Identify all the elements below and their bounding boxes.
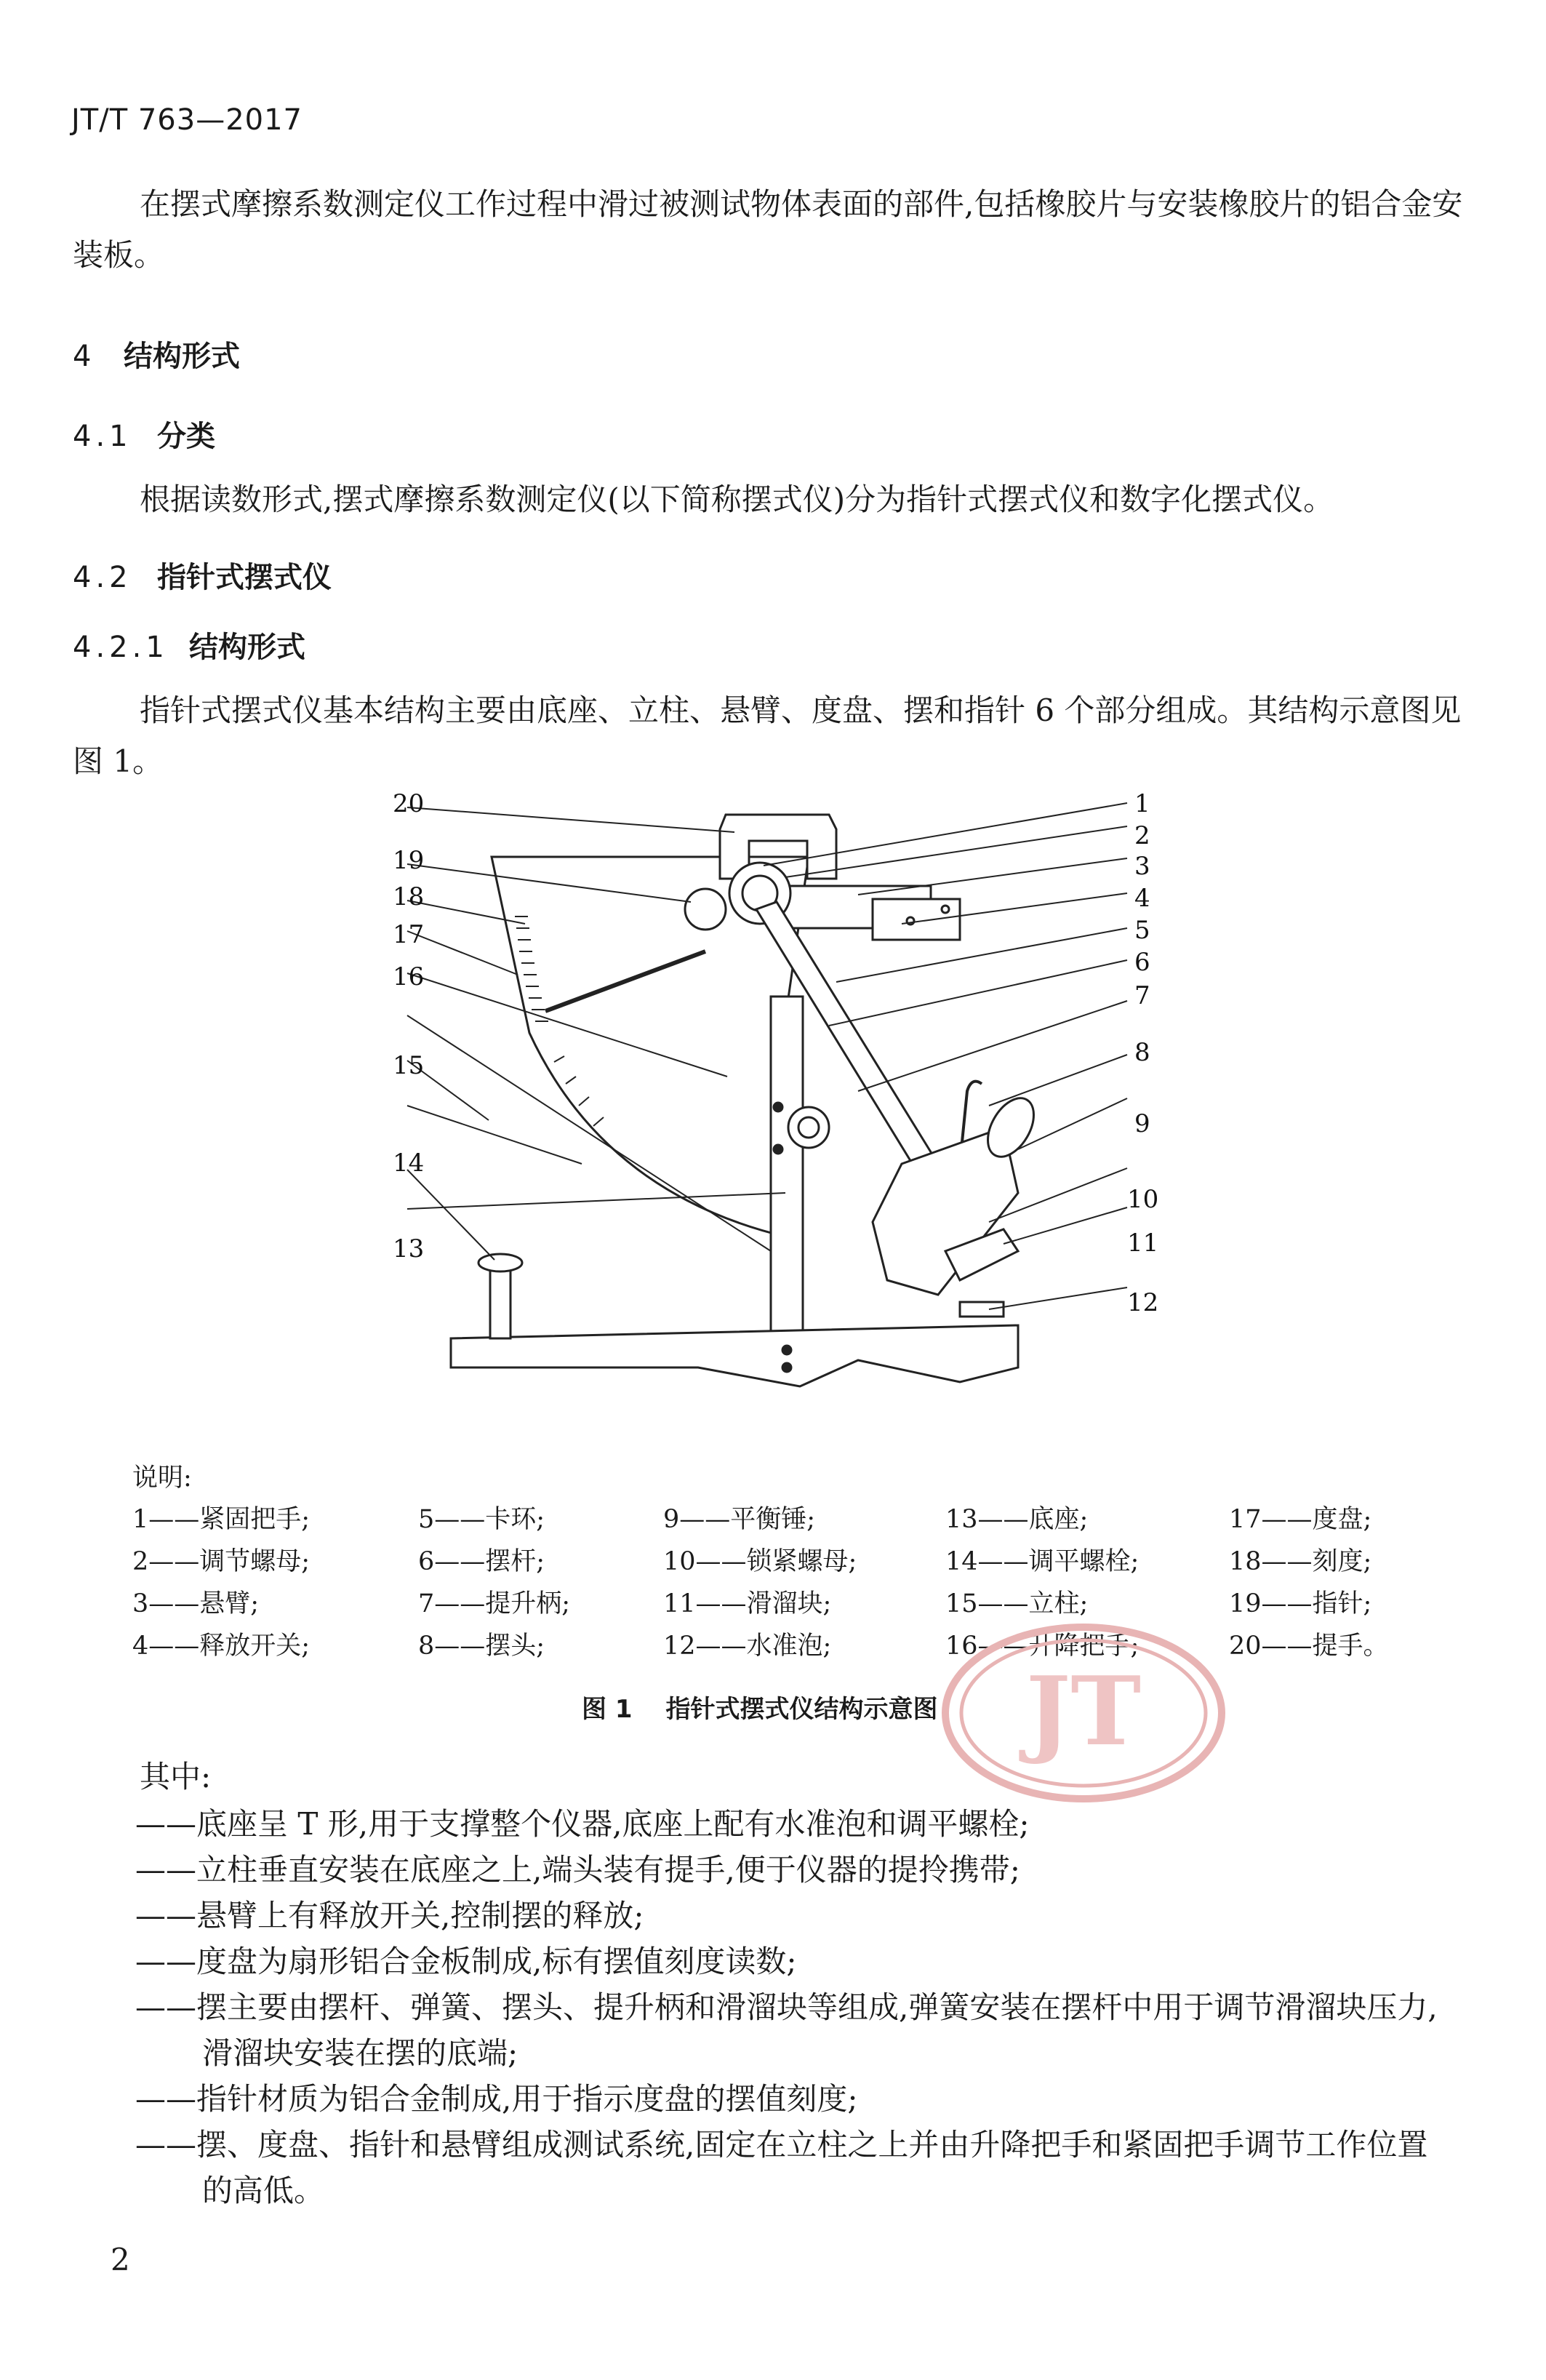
callout-5: 5 [1134,916,1150,945]
key-item: 5——卡环; [418,1505,545,1534]
key-item: 8——摆头; [418,1632,545,1661]
callout-12: 12 [1127,1288,1159,1317]
key-item: 16——升降把手; [945,1632,1140,1661]
key-column-3 [663,1498,857,1667]
lift-knob [788,1107,829,1148]
intro-paragraph: 在摆式摩擦系数测定仪工作过程中滑过被测试物体表面的部件,包括橡胶片与安装橡胶片的铝合金安装板。 [73,186,1463,273]
list-item: ——指针材质为铝合金制成,用于指示度盘的摆值刻度; [135,2081,858,2117]
callout-10: 10 [1127,1185,1159,1214]
key-item: 15——立柱; [945,1589,1089,1618]
page-number: 2 [111,2242,130,2277]
section-4-2-heading: 4.2 指针式摆式仪 [73,561,332,594]
key-item: 13——底座; [945,1505,1089,1534]
figure-caption: 图 1 指针式摆式仪结构示意图 [582,1695,938,1724]
section-4-1-heading: 4.1 分类 [73,420,215,453]
callout-2: 2 [1134,821,1150,850]
callout-6: 6 [1134,948,1150,977]
callout-13: 13 [393,1234,425,1263]
callout-7: 7 [1134,981,1150,1010]
key-item: 3——悬臂; [132,1589,260,1618]
figure-key-title: 说明: [132,1463,192,1493]
key-item: 12——水准泡; [663,1632,832,1661]
key-item: 14——调平螺栓; [945,1547,1140,1576]
callout-11: 11 [1127,1229,1159,1258]
pendulum-tester-drawing [364,786,1207,1440]
key-item: 9——平衡锤; [663,1505,816,1534]
key-item: 18——刻度; [1229,1547,1372,1576]
key-column-5 [1229,1498,1389,1667]
key-item: 1——紧固把手; [132,1505,311,1534]
list-item: ——摆主要由摆杆、弹簧、摆头、提升柄和滑溜块等组成,弹簧安装在摆杆中用于调节滑溜块压力, 滑溜块安装在摆的底端; [135,1989,1438,2071]
section-4-1-text: 根据读数形式,摆式摩擦系数测定仪(以下简称摆式仪)分为指针式摆式仪和数字化摆式仪。 [140,482,1334,517]
section-4-2-1-heading: 4.2.1 结构形式 [73,631,305,664]
callout-3: 3 [1134,852,1150,881]
key-item: 6——摆杆; [418,1547,545,1576]
callout-20: 20 [393,789,425,818]
list-item: ——立柱垂直安装在底座之上,端头装有提手,便于仪器的提拎携带; [135,1852,1020,1888]
callout-9: 9 [1134,1109,1150,1138]
list-intro: 其中: [140,1759,212,1794]
key-column-1 [132,1498,310,1667]
key-item: 10——锁紧螺母; [663,1547,857,1576]
base [451,1325,1018,1386]
callout-1: 1 [1134,789,1150,818]
key-column-2 [418,1498,570,1667]
key-item: 2——调节螺母; [132,1547,311,1576]
key-item: 4——释放开关; [132,1632,311,1661]
callout-16: 16 [393,962,425,991]
section-4-heading: 4 结构形式 [73,340,240,373]
callout-17: 17 [393,920,425,949]
callout-18: 18 [393,882,425,911]
key-item: 11——滑溜块; [663,1589,832,1618]
callout-8: 8 [1134,1038,1150,1067]
level-bubble [960,1302,1004,1317]
list-item: ——度盘为扇形铝合金板制成,标有摆值刻度读数; [135,1944,797,1979]
figure-key [132,1498,1441,1673]
key-item: 7——提升柄; [418,1589,571,1618]
callout-15: 15 [393,1051,425,1080]
callout-19: 19 [393,846,425,875]
standard-id: JT/T 763—2017 [71,103,303,137]
column [771,997,803,1375]
callout-4: 4 [1134,884,1150,913]
section-4-2-1-text: 指针式摆式仪基本结构主要由底座、立柱、悬臂、度盘、摆和指针 6 个部分组成。其结构示意图见图 1。 [73,692,1462,779]
adjust-nut [685,889,726,930]
watermark-text: JT [1025,1656,1142,1767]
list-item: ——摆、度盘、指针和悬臂组成测试系统,固定在立柱之上并由升降把手和紧固把手调节工作位置 的高低。 [135,2127,1428,2208]
leveling-bolt [490,1266,510,1338]
key-item: 20——提手。 [1229,1632,1389,1661]
list-item: ——悬臂上有释放开关,控制摆的释放; [135,1898,644,1933]
key-item: 17——度盘; [1229,1505,1372,1534]
callout-14: 14 [393,1149,425,1178]
list-item: ——底座呈 T 形,用于支撑整个仪器,底座上配有水准泡和调平螺栓; [135,1806,1030,1842]
key-item: 19——指针; [1229,1589,1372,1618]
